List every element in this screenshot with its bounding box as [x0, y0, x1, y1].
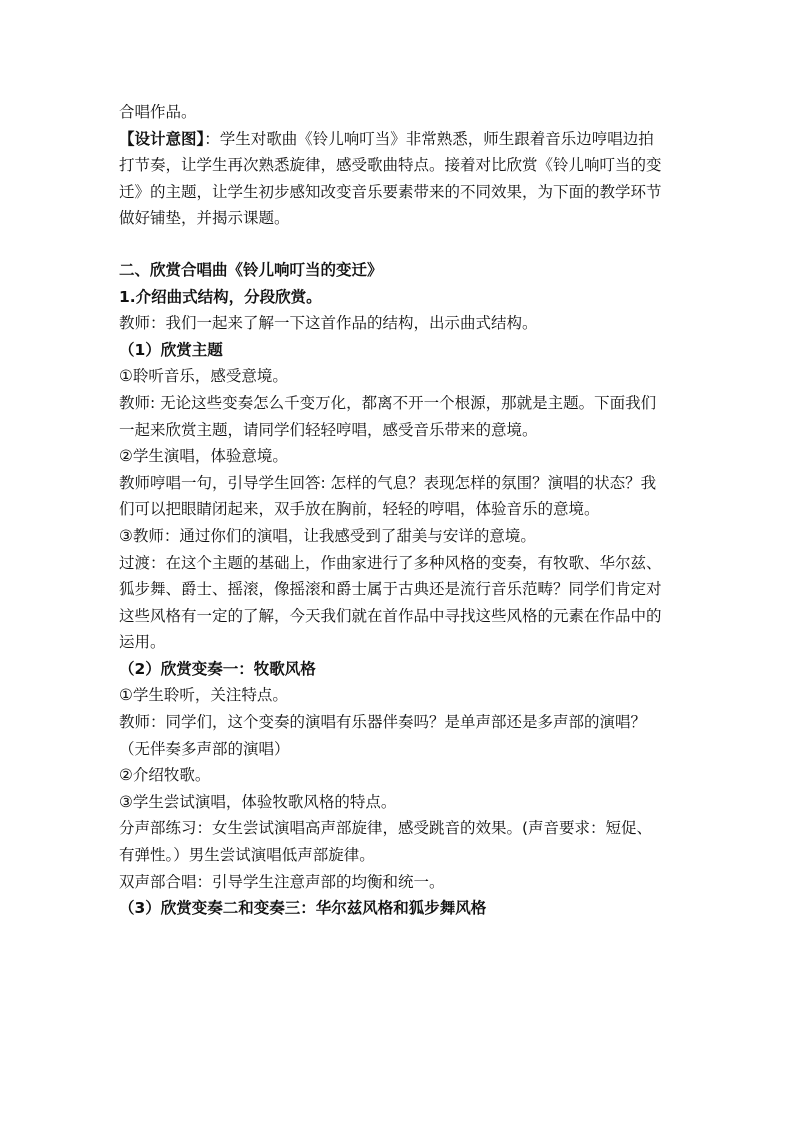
paragraph-line: ②介绍牧歌。: [119, 766, 211, 785]
subsection-heading: 1.介绍曲式结构，分段欣赏。: [119, 287, 322, 306]
document-page: [119, 99, 679, 922]
paragraph-line: 迁》的主题，让学生初步感知改变音乐要素带来的不同效果，为下面的教学环节: [119, 182, 662, 201]
paragraph-line: 分声部练习：女生尝试演唱高声部旋律，感受跳音的效果。(声音要求：短促、: [119, 819, 653, 838]
paragraph-line: 教师：我们一起来了解一下这首作品的结构，出示曲式结构。: [119, 314, 538, 333]
paragraph-line: （无伴奏多声部的演唱）: [119, 739, 290, 758]
paragraph-line: 做好铺垫，并揭示课题。: [119, 209, 290, 228]
section-heading: 二、欣赏合唱曲《铃儿响叮当的变迁》: [119, 260, 383, 279]
paragraph-line: 过渡：在这个主题的基础上，作曲家进行了多种风格的变奏，有牧歌、华尔兹、: [119, 553, 662, 572]
paragraph-line: 双声部合唱：引导学生注意声部的均衡和统一。: [119, 872, 445, 891]
paragraph-line: ②学生演唱，体验意境。: [119, 447, 288, 466]
paragraph-line: ③学生尝试演唱，体验牧歌风格的特点。: [119, 792, 397, 811]
design-intent-label: 【设计意图】: [119, 129, 205, 148]
paragraph-line: ①聆听音乐，感受意境。: [119, 367, 288, 386]
paragraph-line: ③教师：通过你们的演唱，让我感受到了甜美与安详的意境。: [119, 526, 536, 545]
paragraph-line: ①学生聆听，关注特点。: [119, 686, 288, 705]
paragraph-line: 运用。: [119, 633, 166, 652]
paragraph-line: 教师：同学们，这个变奏的演唱有乐器伴奏吗？是单声部还是多声部的演唱？: [119, 713, 647, 732]
subsection-heading: （1）欣赏主题: [119, 340, 223, 359]
paragraph-line: 打节奏，让学生再次熟悉旋律，感受歌曲特点。接着对比欣赏《铃儿响叮当的变: [119, 156, 662, 175]
paragraph-line: 们可以把眼睛闭起来，双手放在胸前，轻轻的哼唱，体验音乐的意境。: [119, 500, 600, 519]
paragraph-line: 教师哼唱一句，引导学生回答: 怎样的气息？表现怎样的氛围？演唱的状态？我: [119, 473, 657, 492]
paragraph-line: [119, 126, 679, 153]
paragraph-line: 狐步舞、爵士、摇滚，像摇滚和爵士属于古典还是流行音乐范畴？同学们肯定对: [119, 580, 662, 599]
subsection-heading: （2）欣赏变奏一：牧歌风格: [119, 659, 316, 678]
paragraph-line: 一起来欣赏主题，请同学们轻轻哼唱，感受音乐带来的意境。: [119, 420, 538, 439]
paragraph-line: 合唱作品。: [119, 103, 197, 121]
subsection-heading: （3）欣赏变奏二和变奏三：华尔兹风格和狐步舞风格: [119, 899, 487, 918]
paragraph-text: ：学生对歌曲《铃儿响叮当》非常熟悉，师生跟着音乐边哼唱边拍: [204, 129, 654, 148]
paragraph-line: 有弹性。）男生尝试演唱低声部旋律。: [119, 846, 375, 865]
paragraph-line: 教师: 无论这些变奏怎么千变万化，都离不开一个根源，那就是主题。下面我们: [119, 393, 657, 412]
spacer: [119, 232, 679, 257]
paragraph-line: 这些风格有一定的了解，今天我们就在首作品中寻找这些风格的元素在作品中的: [119, 606, 662, 625]
